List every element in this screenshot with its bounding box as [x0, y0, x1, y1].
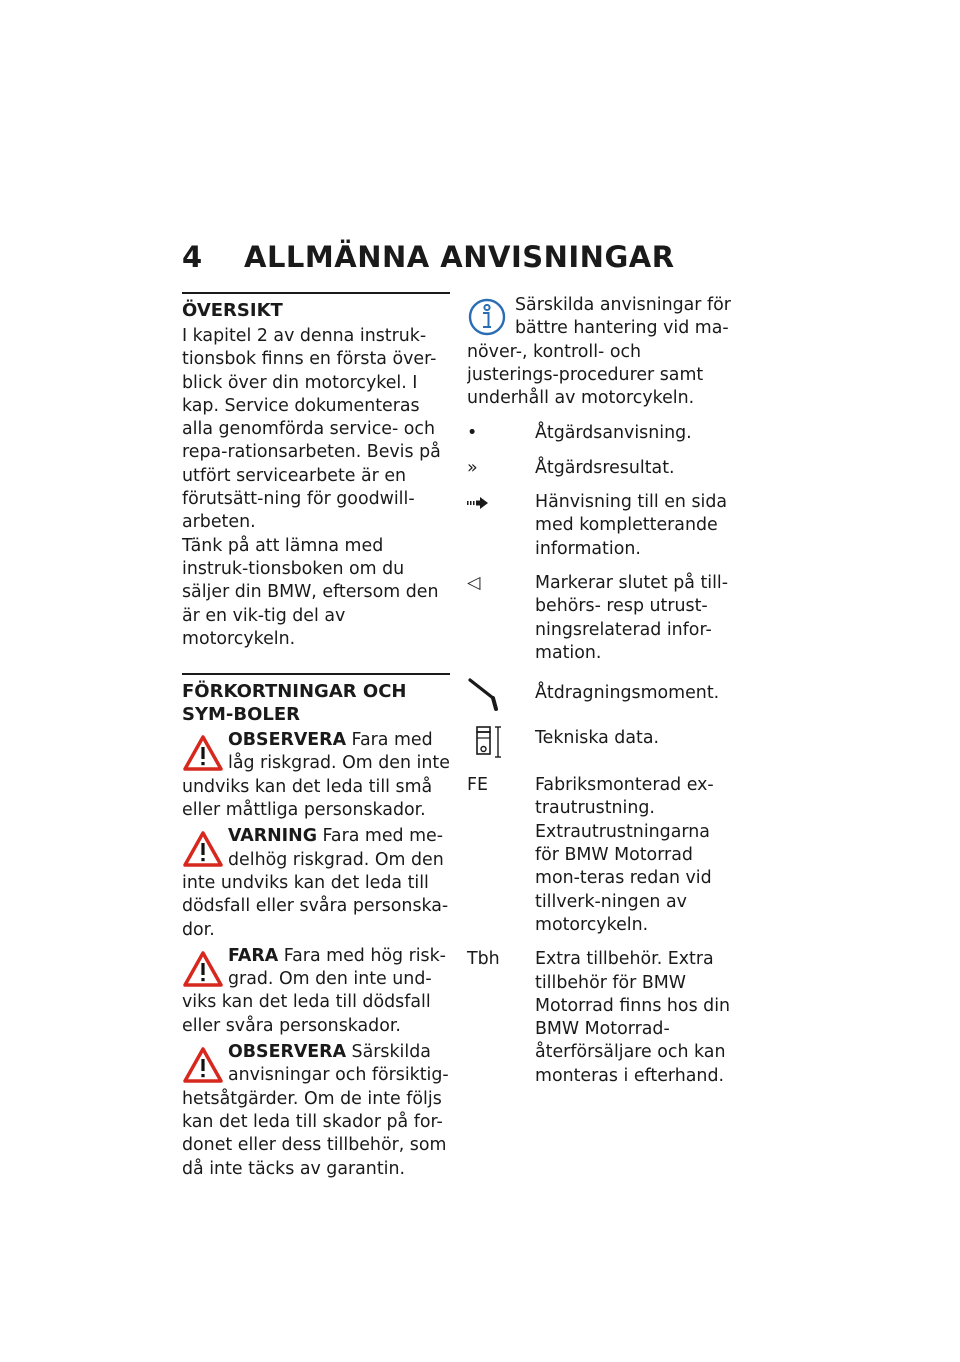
warning-text: Fara med hög risk-grad. Om den inte und-viks kan det leda till dödsfall eller svåra personskador. — [182, 945, 446, 1036]
warning-label: VARNING — [228, 826, 317, 847]
symbol-description: Hänvisning till en sida med kompletterande information. — [535, 492, 728, 559]
symbol-description: Åtgärdsresultat. — [535, 457, 675, 478]
warning-label: OBSERVERA — [228, 730, 347, 751]
list-item — [467, 948, 735, 1088]
symbol-description: Åtdragningsmoment. — [535, 683, 720, 704]
warning-block — [182, 945, 450, 1038]
chapter-title — [182, 240, 675, 274]
list-item — [467, 774, 735, 937]
list-item — [467, 491, 735, 561]
warning-triangle-icon — [182, 1046, 224, 1084]
list-item — [467, 422, 735, 445]
left-column — [182, 292, 450, 1181]
chapter-heading: ALLMÄNNA ANVISNINGAR — [244, 240, 675, 274]
warning-triangle-icon — [182, 734, 224, 772]
list-item — [467, 676, 735, 712]
warning-text: Fara med låg riskgrad. Om den inte undviks kan det leda till små eller måttliga personskador. — [182, 730, 450, 821]
warning-text: Särskilda anvisningar och försiktig-hetsåtgärder. Om de inte följs kan det leda till skador på for-donet eller dess tillbehör, som då inte täcks av garantin. — [182, 1042, 449, 1179]
section-rule — [182, 673, 450, 675]
list-item — [467, 457, 735, 480]
chapter-number: 4 — [182, 240, 203, 274]
list-item — [467, 723, 735, 763]
abbreviations-heading: FÖRKORTNINGAR OCH SYM-BOLER — [182, 681, 407, 726]
symbol-list — [467, 422, 735, 1088]
torque-wrench-icon — [467, 676, 535, 712]
warning-text: Fara med me-delhög riskgrad. Om den inte undviks kan det leda till dödsfall eller svåra personska-dor. — [182, 826, 449, 940]
list-item — [467, 572, 735, 665]
overview-paragraph-2: Tänk på att lämna med instruk-tionsboken om du säljer din BMW, eftersom den är en vik-tig del av motorcykeln. — [182, 535, 439, 649]
overview-paragraph-1: I kapitel 2 av denna instruk-tionsbok finns en första över-blick över din motorcykel. I kap. Service dokumenteras alla genomförda service- och repa-rationsarbeten. Bevis på utfört servicearbete är en förutsätt-ning för goodwill-arbeten. — [182, 326, 441, 533]
symbol-description: Extra tillbehör. Extra tillbehör för BMW Motorrad finns hos din BMW Motorrad-återförsäljare och kan monteras i efterhand. — [535, 949, 731, 1086]
bullet-icon: • — [467, 423, 478, 444]
warning-triangle-icon — [182, 950, 224, 988]
symbol-description: Fabriksmonterad ex-trautrustning. Extrautrustningarna för BMW Motorrad mon-teras redan vid tillverk-ningen av motorcykeln. — [535, 775, 714, 935]
symbol-abbreviation: FE — [467, 775, 488, 796]
technical-data-icon — [467, 723, 535, 763]
warning-triangle-icon — [182, 830, 224, 868]
end-marker-icon: ◁ — [467, 572, 481, 593]
info-icon — [467, 296, 511, 338]
symbol-description: Markerar slutet på till-behörs- resp utrust-ningsrelaterad infor-mation. — [535, 572, 729, 663]
warning-block — [182, 729, 450, 822]
result-icon: » — [467, 457, 478, 478]
symbol-abbreviation: Tbh — [467, 949, 500, 970]
symbol-description: Tekniska data. — [535, 728, 659, 749]
warning-label: OBSERVERA — [228, 1042, 347, 1063]
warning-block — [182, 1041, 450, 1181]
info-note-text: Särskilda anvisningar för bättre hantering vid ma-növer-, kontroll- och justerings-procedurer samt underhåll av motorcykeln. — [467, 295, 731, 409]
overview-heading: ÖVERSIKT — [182, 300, 283, 321]
right-column — [467, 292, 735, 1099]
info-note — [467, 294, 735, 410]
section-rule — [182, 292, 450, 294]
warning-label: FARA — [228, 945, 279, 966]
warning-block — [182, 825, 450, 941]
symbol-description: Åtgärdsanvisning. — [535, 423, 692, 444]
reference-arrow-icon — [467, 491, 535, 561]
